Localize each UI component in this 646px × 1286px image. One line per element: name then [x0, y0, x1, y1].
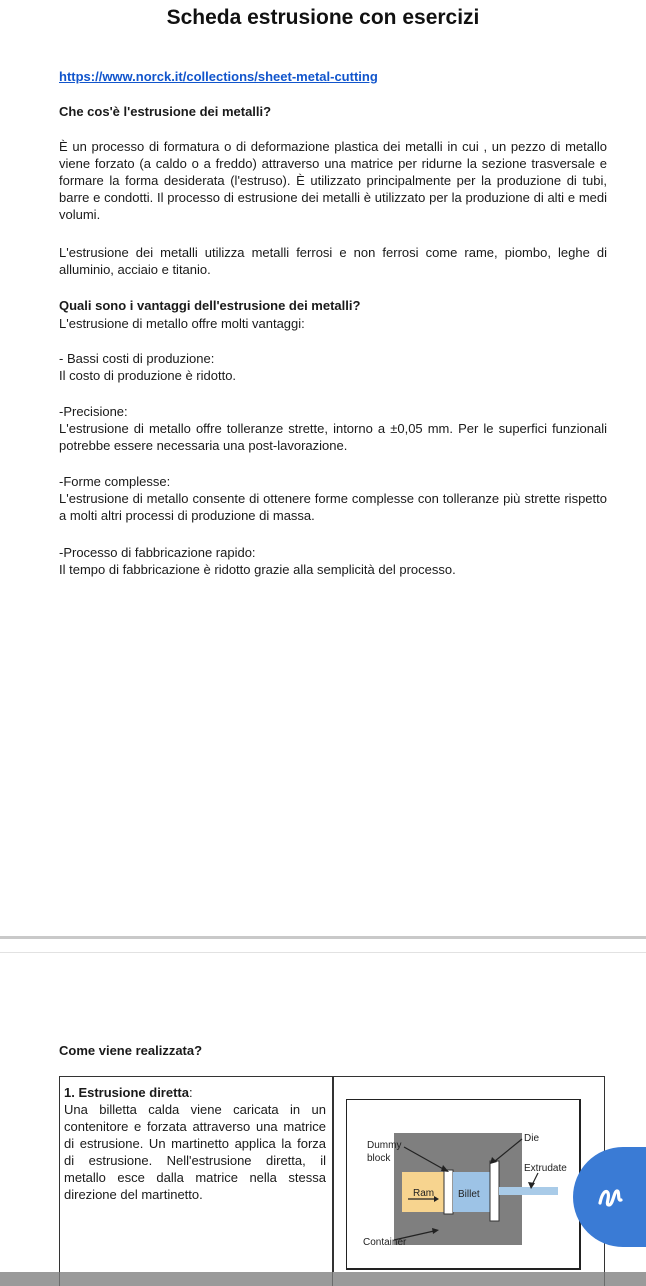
advantage-text: Il tempo di fabbricazione è ridotto grazie alla semplicità del processo.: [59, 562, 456, 577]
bottom-toolbar-strip: [0, 1272, 646, 1286]
bottom-strip-tick: [604, 1272, 605, 1286]
advantages-intro: L'estrusione di metallo offre molti vantaggi:: [59, 316, 305, 331]
squiggle-pen-icon: [592, 1179, 628, 1215]
advantage-title: - Bassi costi di produzione:: [59, 351, 215, 366]
label-die: Die: [524, 1133, 540, 1144]
label-ram: Ram: [413, 1188, 435, 1199]
extrudate-bar: [499, 1187, 558, 1195]
page-break-divider: [0, 936, 646, 939]
label-billet: Billet: [458, 1189, 480, 1200]
label-dummy: Dummy: [367, 1140, 402, 1151]
advantage-text: L'estrusione di metallo consente di ottenere forme complesse con tolleranze più strette rispetto a molti altri processi di produzione di massa.: [59, 491, 607, 523]
label-extrudate: Extrudate: [524, 1163, 567, 1174]
section-heading-what-is: Che cos'è l'estrusione dei metalli?: [59, 104, 272, 119]
advantage-text: L'estrusione di metallo offre tolleranze strette, intorno a ±0,05 mm. Per le superfici funzionali potrebbe essere necessaria una post-lavorazione.: [59, 421, 607, 453]
table-column-divider: [332, 1076, 334, 1286]
direct-extrusion-description: [64, 1084, 326, 1203]
paragraph-definition: È un processo di formatura o di deformazione plastica dei metalli in cui , un pezzo di metallo viene forzato (a caldo o a freddo) attraverso una matrice per ridurne la sezione trasversale e formare la forma desiderata (l'estruso). È utilizzato principalmente per la produzione di tubi, barre e condotti. Il processo di estrusione dei metalli è utilizzato per la produzione di alti e medi volumi.: [59, 139, 607, 222]
direct-extrusion-diagram: [346, 1099, 582, 1271]
advantage-title: -Forme complesse:: [59, 474, 171, 489]
section-heading-advantages: Quali sono i vantaggi dell'estrusione dei metalli?: [59, 298, 361, 313]
bottom-strip-tick: [332, 1272, 333, 1286]
die-block: [490, 1161, 499, 1221]
advantage-text: Il costo di produzione è ridotto.: [59, 368, 237, 383]
dummy-block: [444, 1170, 453, 1214]
advantage-title: -Processo di fabbricazione rapido:: [59, 545, 256, 560]
direct-extrusion-title-colon: :: [188, 1085, 193, 1100]
label-container: Container: [363, 1237, 407, 1248]
direct-extrusion-title: 1. Estrusione diretta: [64, 1085, 189, 1100]
advantage-title: -Precisione:: [59, 404, 128, 419]
page-break-divider-light: [0, 952, 646, 953]
document-title: Scheda estrusione con esercizi: [166, 6, 480, 29]
section-heading-how-made: Come viene realizzata?: [59, 1043, 203, 1058]
bottom-strip-tick: [59, 1272, 60, 1286]
paragraph-materials: L'estrusione dei metalli utilizza metalli ferrosi e non ferrosi come rame, piombo, leghe di alluminio, acciaio e titanio.: [59, 245, 607, 277]
direct-extrusion-text: Una billetta calda viene caricata in un contenitore e forzata attraverso una matrice di estrusione. Un martinetto applica la forza di estrusione. Nell'estrusione diretta, il metallo esce dalla matrice nella stessa direzione del martinetto.: [64, 1102, 326, 1202]
label-block: block: [367, 1153, 391, 1164]
source-link[interactable]: https://www.norck.it/collections/sheet-metal-cutting: [59, 69, 378, 84]
